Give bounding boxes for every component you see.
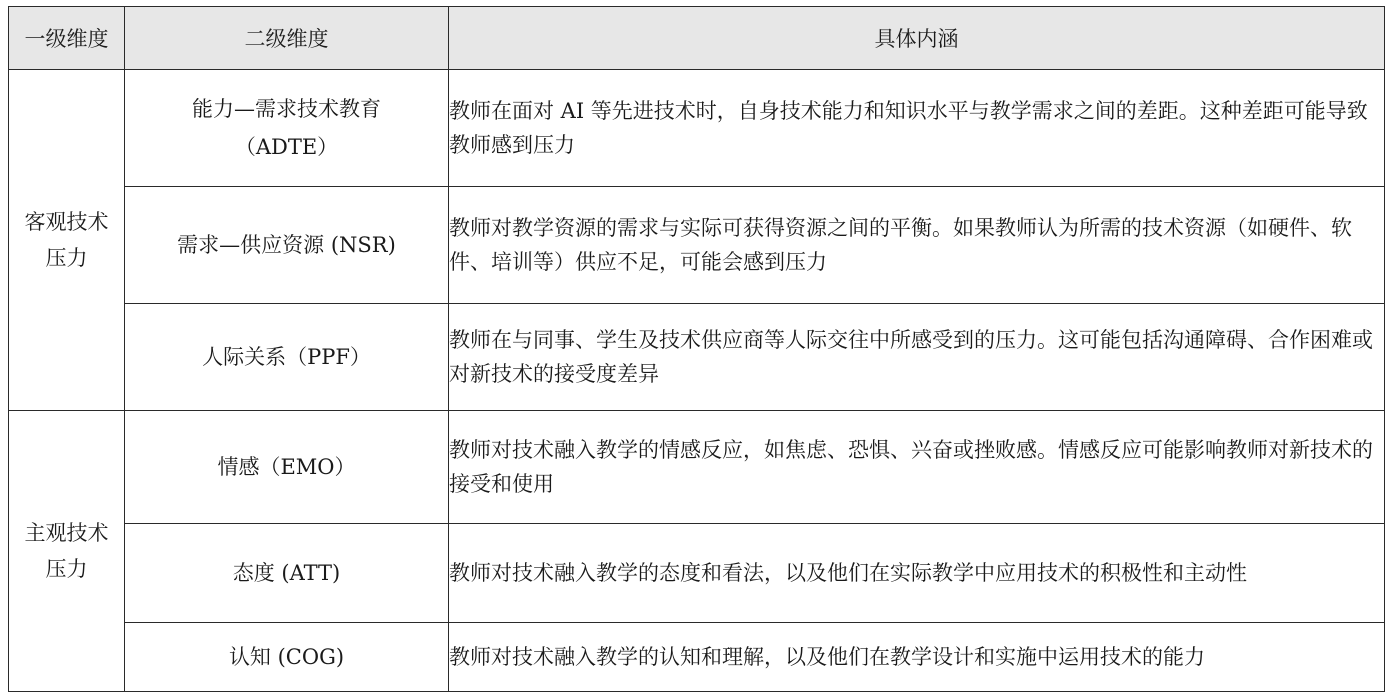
description-cell: 教师在与同事、学生及技术供应商等人际交往中所感受到的压力。这可能包括沟通障碍、合作困难或对新技术的接受度差异 — [449, 304, 1385, 411]
header-level1: 一级维度 — [9, 7, 125, 70]
dimension-cell: 能力—需求技术教育（ADTE） — [125, 70, 449, 187]
dimensions-table — [8, 6, 1385, 692]
dimension-cell: 态度 (ATT) — [125, 524, 449, 623]
table-row — [9, 70, 1385, 187]
description-cell: 教师对技术融入教学的态度和看法，以及他们在实际教学中应用技术的积极性和主动性 — [449, 524, 1385, 623]
table-row — [9, 524, 1385, 623]
table-row — [9, 187, 1385, 304]
group-label-subjective: 主观技术压力 — [9, 411, 125, 692]
description-cell: 教师对技术融入教学的情感反应，如焦虑、恐惧、兴奋或挫败感。情感反应可能影响教师对新技术的接受和使用 — [449, 411, 1385, 524]
description-cell: 教师对技术融入教学的认知和理解，以及他们在教学设计和实施中运用技术的能力 — [449, 623, 1385, 692]
description-cell: 教师在面对 AI 等先进技术时，自身技术能力和知识水平与教学需求之间的差距。这种差距可能导致教师感到压力 — [449, 70, 1385, 187]
table-header-row — [9, 7, 1385, 70]
dimension-cell: 人际关系（PPF） — [125, 304, 449, 411]
group-label-objective: 客观技术压力 — [9, 70, 125, 411]
dimension-cell: 认知 (COG) — [125, 623, 449, 692]
header-description: 具体内涵 — [449, 7, 1385, 70]
description-cell: 教师对教学资源的需求与实际可获得资源之间的平衡。如果教师认为所需的技术资源（如硬件、软件、培训等）供应不足，可能会感到压力 — [449, 187, 1385, 304]
table-row — [9, 411, 1385, 524]
table-row — [9, 623, 1385, 692]
header-level2: 二级维度 — [125, 7, 449, 70]
dimension-cell: 情感（EMO） — [125, 411, 449, 524]
table-row — [9, 304, 1385, 411]
dimension-cell: 需求—供应资源 (NSR) — [125, 187, 449, 304]
